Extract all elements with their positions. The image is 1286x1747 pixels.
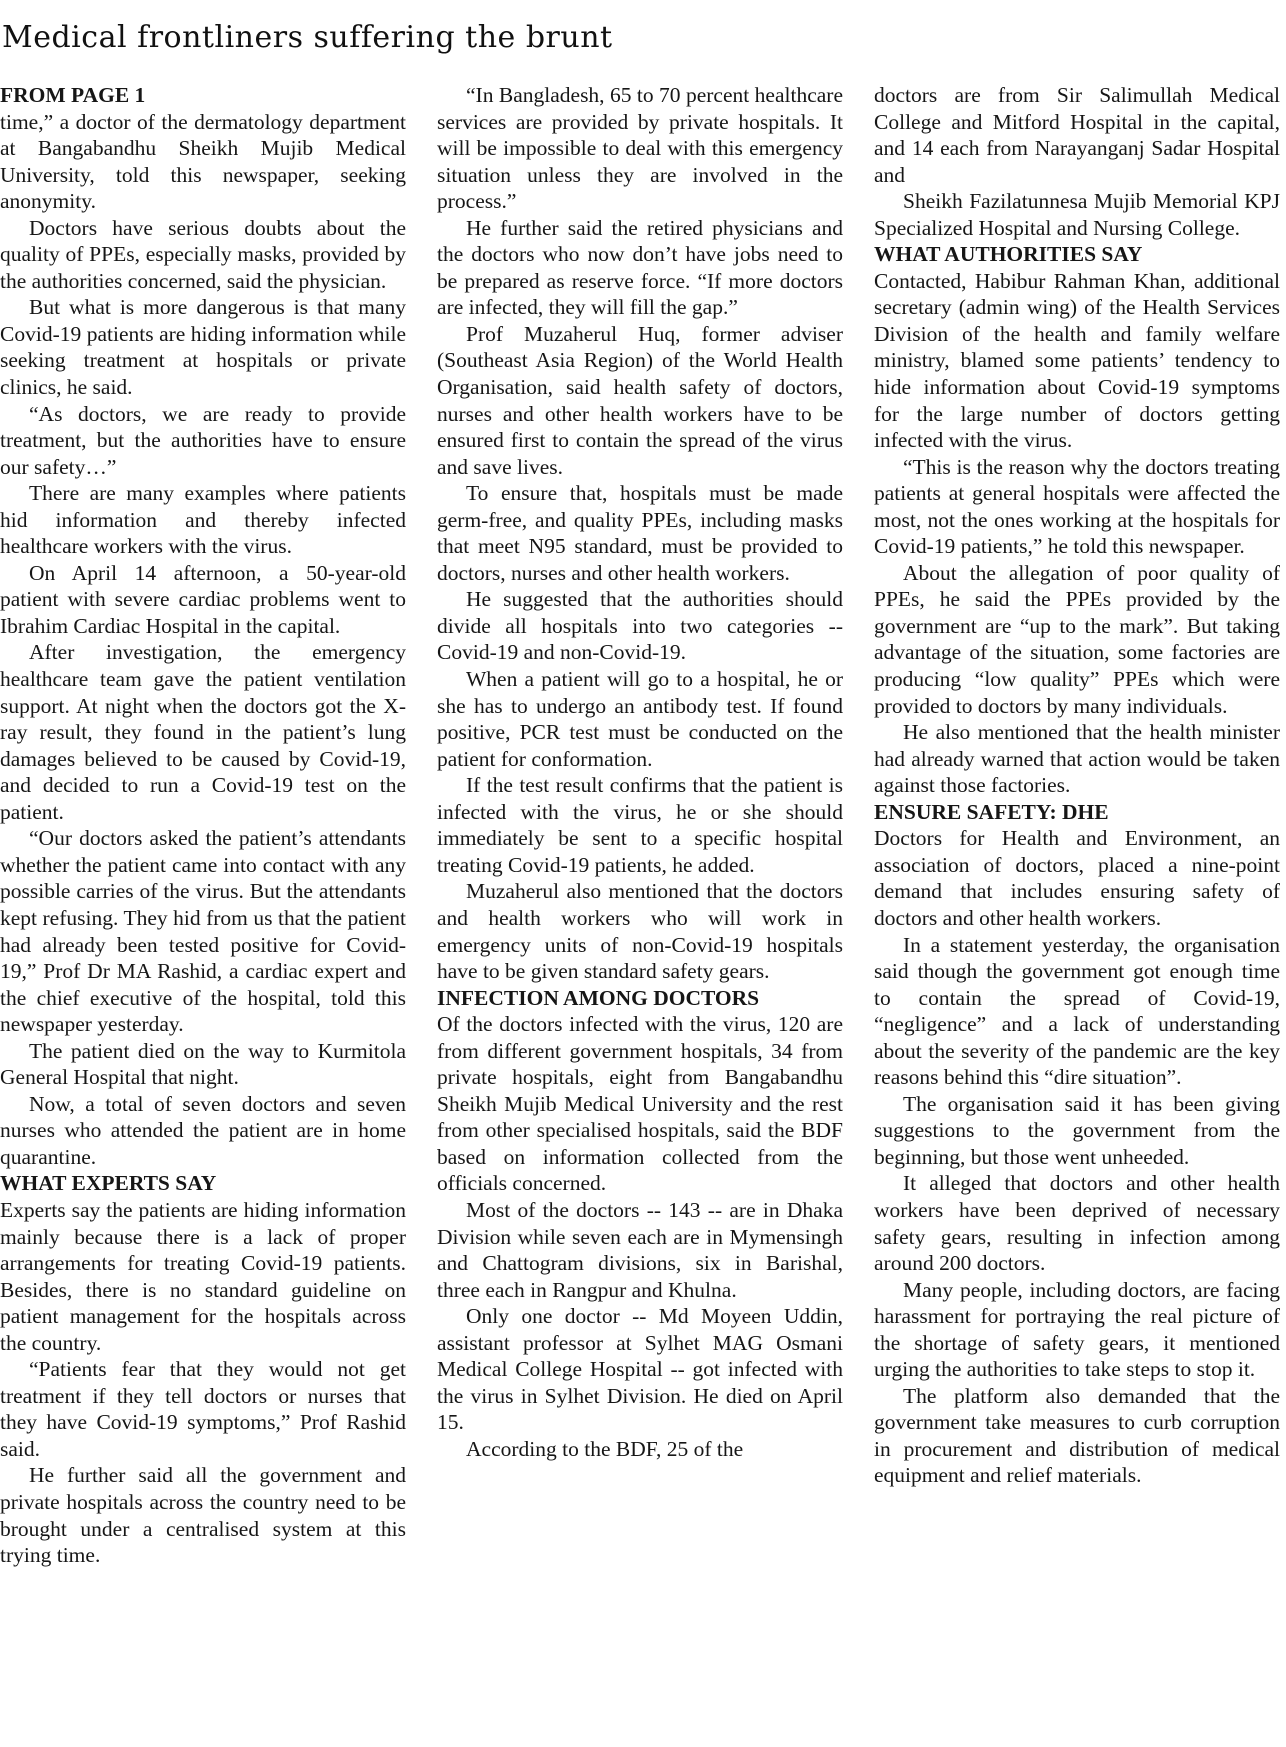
paragraph: Experts say the patients are hiding information mainly because there is a lack of proper arrangements for treating Covid-19 patients. Besides, there is no standard guideline on patient management for the hospitals across the country. [0, 1197, 406, 1355]
paragraph: Contacted, Habibur Rahman Khan, additional secretary (admin wing) of the Health Services Division of the health and family welfare ministry, blamed some patients’ tendency to hide information about Covid-19 symptoms for the large number of doctors getting infected with the virus. [874, 268, 1280, 453]
paragraph: According to the BDF, 25 of the [466, 1436, 744, 1461]
jump-label: FROM PAGE 1 [0, 83, 146, 107]
paragraph: He suggested that the authorities should divide all hospitals into two categories -- Covid-19 and non-Covid-19. [437, 587, 843, 665]
paragraph: Muzaherul also mentioned that the doctors and health workers who will work in emergency units of non-Covid-19 hospitals have to be given standard safety gears. [437, 879, 843, 984]
paragraph: The platform also demanded that the government take measures to curb corruption in procurement and distribution of medical equipment and relief materials. [874, 1383, 1280, 1488]
section-heading: ENSURE SAFETY: DHE [874, 799, 1109, 824]
paragraph: He further said the retired physicians and the doctors who now don’t have jobs need to be prepared as reserve force. “If more doctors are infected, they will fill the gap.” [437, 215, 843, 320]
paragraph: On April 14 afternoon, a 50-year-old patient with severe cardiac problems went to Ibrahim Cardiac Hospital in the capital. [0, 560, 406, 638]
paragraph: He further said all the government and private hospitals across the country need to be brought under a centralised system at this trying time. [0, 1463, 406, 1568]
paragraph: Doctors for Health and Environment, an association of doctors, placed a nine-point demand that includes ensuring safety of doctors and other health workers. [874, 826, 1280, 930]
paragraph: “This is the reason why the doctors treating patients at general hospitals were affected the most, not the ones working at the hospitals for Covid-19 patients,” he told this newspaper. [874, 454, 1280, 559]
paragraph: Now, a total of seven doctors and seven nurses who attended the patient are in home quarantine. [0, 1091, 406, 1169]
paragraph: But what is more dangerous is that many Covid-19 patients are hiding information while seeking treatment at hospitals or private clinics, he said. [0, 295, 406, 400]
paragraph: If the test result confirms that the patient is infected with the virus, he or she should immediately be sent to a specific hospital treating Covid-19 patients, he added. [437, 773, 843, 877]
paragraph: “Our doctors asked the patient’s attendants whether the patient came into contact with any possible carries of the virus. But the attendants kept refusing. They hid from us that the patient had already been tested positive for Covid-19,” Prof Dr MA Rashid, a cardiac expert and the chief executive of the hospital, told this newspaper yesterday. [0, 826, 406, 1037]
paragraph: Most of the doctors -- 143 -- are in Dhaka Division while seven each are in Mymensingh and Chattogram divisions, six in Barishal, three each in Rangpur and Khulna. [437, 1197, 843, 1302]
paragraph: When a patient will go to a hospital, he or she has to undergo an antibody test. If found positive, PCR test must be conducted on the patient for conformation. [437, 667, 843, 771]
paragraph: In a statement yesterday, the organisation said though the government got enough time to contain the spread of Covid-19, “negligence” and a lack of understanding about the severity of the pandemic are the key reasons behind this “dire situation”. [874, 932, 1280, 1090]
paragraph: Of the doctors infected with the virus, 120 are from different government hospitals, 34 from private hospitals, eight from Bangabandhu Sheikh Mujib Medical University and the rest from other specialised hospitals, said the BDF based on information collected from the officials concerned. [437, 1012, 843, 1196]
paragraph: “Patients fear that they would not get treatment if they tell doctors or nurses that they have Covid-19 symptoms,” Prof Rashid said. [0, 1357, 406, 1461]
paragraph: doctors are from Sir Salimullah Medical College and Mitford Hospital in the capital, and 14 each from Narayanganj Sadar Hospital and [874, 83, 1280, 187]
paragraph: Many people, including doctors, are facing harassment for portraying the real picture of the shortage of safety gears, it mentioned urging the authorities to take steps to stop it. [874, 1277, 1280, 1382]
paragraph: The organisation said it has been giving suggestions to the government from the beginning, but those went unheeded. [874, 1091, 1280, 1169]
article-body [0, 82, 1286, 1742]
paragraph: To ensure that, hospitals must be made germ-free, and quality PPEs, including masks that meet N95 standard, must be provided to doctors, nurses and other health workers. [437, 481, 843, 585]
paragraph: After investigation, the emergency healthcare team gave the patient ventilation support. At night when the doctors got the X-ray result, they found in the patient’s lung damages believed to be caused by Covid-19, and decided to run a Covid-19 test on the patient. [0, 640, 406, 824]
paragraph: time,” a doctor of the dermatology department at Bangabandhu Sheikh Mujib Medical University, told this newspaper, seeking anonymity. [0, 109, 406, 214]
section-heading: WHAT AUTHORITIES SAY [874, 242, 1143, 267]
section-heading: INFECTION AMONG DOCTORS [437, 985, 760, 1010]
column-3 [874, 82, 1280, 1742]
column-1 [0, 82, 406, 1742]
paragraph: There are many examples where patients hid information and thereby infected healthcare workers with the virus. [0, 481, 406, 559]
paragraph: About the allegation of poor quality of PPEs, he said the PPEs provided by the government are “up to the mark”. But taking advantage of the situation, some factories are producing “low quality” PPEs which were provided to doctors by many individuals. [874, 560, 1280, 718]
paragraph: Prof Muzaherul Huq, former adviser (Southeast Asia Region) of the World Health Organisation, said health safety of doctors, nurses and other health workers have to be ensured first to contain the spread of the virus and save lives. [437, 321, 843, 479]
paragraph: “As doctors, we are ready to provide treatment, but the authorities have to ensure our safety…” [0, 401, 406, 479]
paragraph: “In Bangladesh, 65 to 70 percent healthcare services are provided by private hospitals. It will be impossible to deal with this emergency situation unless they are involved in the process.” [437, 83, 843, 214]
section-heading: WHAT EXPERTS SAY [0, 1171, 217, 1196]
paragraph: He also mentioned that the health minister had already warned that action would be taken against those factories. [874, 720, 1280, 798]
column-2 [437, 82, 843, 1742]
paragraph: It alleged that doctors and other health workers have been deprived of necessary safety gears, resulting in infection among around 200 doctors. [874, 1171, 1280, 1276]
paragraph: The patient died on the way to Kurmitola General Hospital that night. [0, 1038, 406, 1090]
paragraph: Only one doctor -- Md Moyeen Uddin, assistant professor at Sylhet MAG Osmani Medical College Hospital -- got infected with the virus in Sylhet Division. He died on April 15. [437, 1304, 843, 1435]
paragraph: Sheikh Fazilatunnesa Mujib Memorial KPJ Specialized Hospital and Nursing College. [874, 189, 1280, 240]
headline: Medical frontliners suffering the brunt [2, 20, 613, 55]
paragraph: Doctors have serious doubts about the quality of PPEs, especially masks, provided by the authorities concerned, said the physician. [0, 215, 406, 293]
